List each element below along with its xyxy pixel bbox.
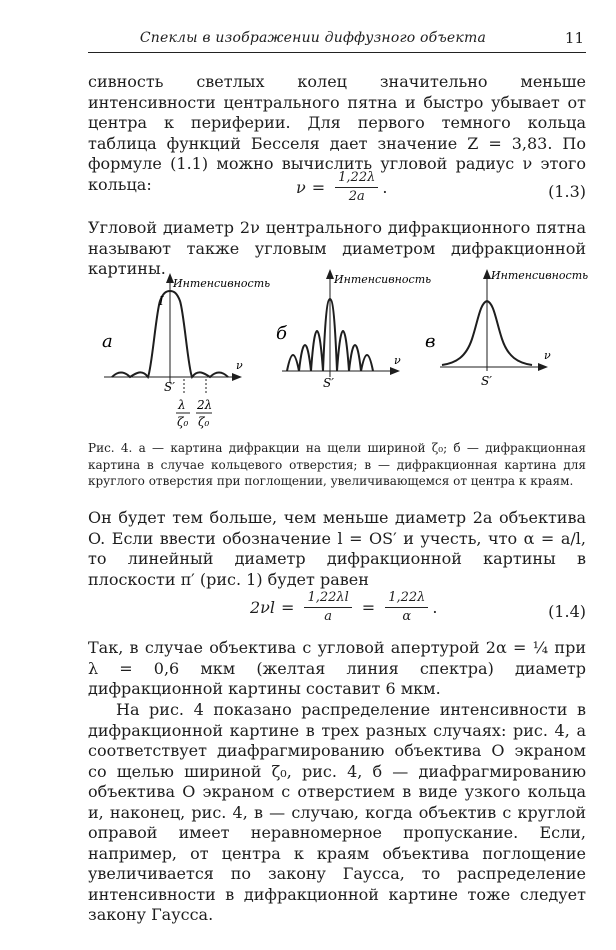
eq14-lhs: 2νl: [250, 598, 276, 617]
panel-b-x-label: ν: [394, 354, 401, 367]
panel-b-center-label: S′: [323, 376, 334, 390]
panel-b-label: б: [276, 323, 287, 344]
panel-b-x-arrow: [390, 367, 400, 375]
running-header: [88, 28, 586, 53]
eq14-numerator-1: 1,22λl: [304, 590, 351, 608]
eq13-numerator: 1,22λ: [335, 170, 378, 188]
eq14-fraction-2: [385, 590, 428, 625]
panel-a-x-label: ν: [236, 359, 243, 372]
eq13-denominator: 2a: [348, 189, 365, 204]
panel-c-y-arrow: [483, 269, 491, 279]
paragraph-4: Так, в случае объектива с угловой апертурой 2α = ¼ при λ = 0,6 мкм (желтая линия спектра) диаметр дифракционной картины составит 6 мкм.: [88, 638, 586, 698]
panel-b: [276, 269, 431, 390]
panel-a-tick-1-den: ζ₀: [177, 415, 189, 429]
panel-b-y-label: Интенсивность: [334, 273, 432, 286]
panel-a-label: а: [102, 331, 113, 352]
eq14-denominator-2: α: [402, 609, 412, 624]
panel-a-tick-2-num: 2λ: [197, 398, 213, 412]
panel-b-y-arrow: [326, 269, 334, 279]
panel-c-y-label: Интенсивность: [491, 269, 589, 282]
eq14-denominator-1: a: [324, 609, 332, 624]
eq14-fraction-1: [304, 590, 351, 625]
paragraph-5: На рис. 4 показано распределение интенсивности в дифракционной картине в трех разных случаях: рис. 4, а соответствует диафрагмированию объектива O экраном со щелью шириной ζ₀, рис. 4, б — диафрагмированию объектива O экраном с отверстием в виде узкого кольца и, наконец, рис. 4, в — случаю, когда объектив с круглой оправой имеет неравномерное пропускание. Если, например, от центра к краям объектива поглощение увеличивается по закону Гаусса, то распределение интенсивности в дифракционной картине тоже следует закону Гаусса.: [88, 700, 586, 924]
paragraph-3: Он будет тем больше, чем меньше диаметр 2a объектива O. Если ввести обозначение l = OS′ и учесть, что α = a/l, то линейный диаметр дифракционной картины в плоскости π′ (рис. 1) будет равен: [88, 508, 586, 589]
eq13-period: .: [382, 178, 388, 197]
panel-c-label: в: [425, 331, 436, 352]
panel-a-y-label: Интенсивность: [173, 277, 271, 290]
paragraph-2: Угловой диаметр 2ν центрального дифракционного пятна называют также угловым диаметром дифракционной картины.: [88, 218, 586, 278]
eq14-equals-1: =: [281, 598, 295, 617]
panel-c-center-label: S′: [481, 374, 492, 388]
eq13-equals: =: [311, 178, 326, 197]
panel-a-tick-2-den: ζ₀: [198, 415, 210, 429]
paragraph-1: сивность светлых колец значительно меньше интенсивности центрального пятна и быстро убывает от центра к периферии. Для первого темного кольца таблица функций Бесселя дает значение Z = 3,83. По формуле (1.1) можно вычислить угловой радиус ν этого кольца:: [88, 72, 586, 194]
figure-caption: Рис. 4. а — картина дифракции на щели шириной ζ₀; б — дифракционная картина в случае кольцевого отверстия; в — дифракционная картина для круглого отверстия при поглощении, увеличивающемся от центра к краям.: [88, 441, 586, 488]
panel-c-x-arrow: [538, 363, 548, 371]
eq13-fraction: [335, 170, 378, 205]
eq14-equals-2: =: [361, 598, 376, 617]
panel-c-x-label: ν: [544, 349, 551, 362]
panel-c: [425, 269, 588, 388]
panel-a-center-label: S′: [164, 380, 175, 394]
equation-1-3: [88, 170, 586, 214]
eq14-numerator-2: 1,22λ: [385, 590, 428, 608]
eq13-lhs: ν: [296, 178, 306, 197]
page-number: 11: [564, 29, 584, 47]
equation-1-4: [88, 590, 586, 634]
eq13-number: (1.3): [548, 182, 586, 201]
panel-a: [102, 273, 270, 429]
eq14-number: (1.4): [548, 602, 586, 621]
running-title: Спеклы в изображении диффузного объекта: [139, 30, 486, 46]
figure-4: [0, 265, 616, 435]
eq14-period: .: [432, 598, 438, 617]
panel-a-tick-1-num: λ: [178, 398, 186, 412]
panel-a-x-arrow: [232, 373, 242, 381]
panel-a-peak-mark: I: [159, 294, 164, 308]
